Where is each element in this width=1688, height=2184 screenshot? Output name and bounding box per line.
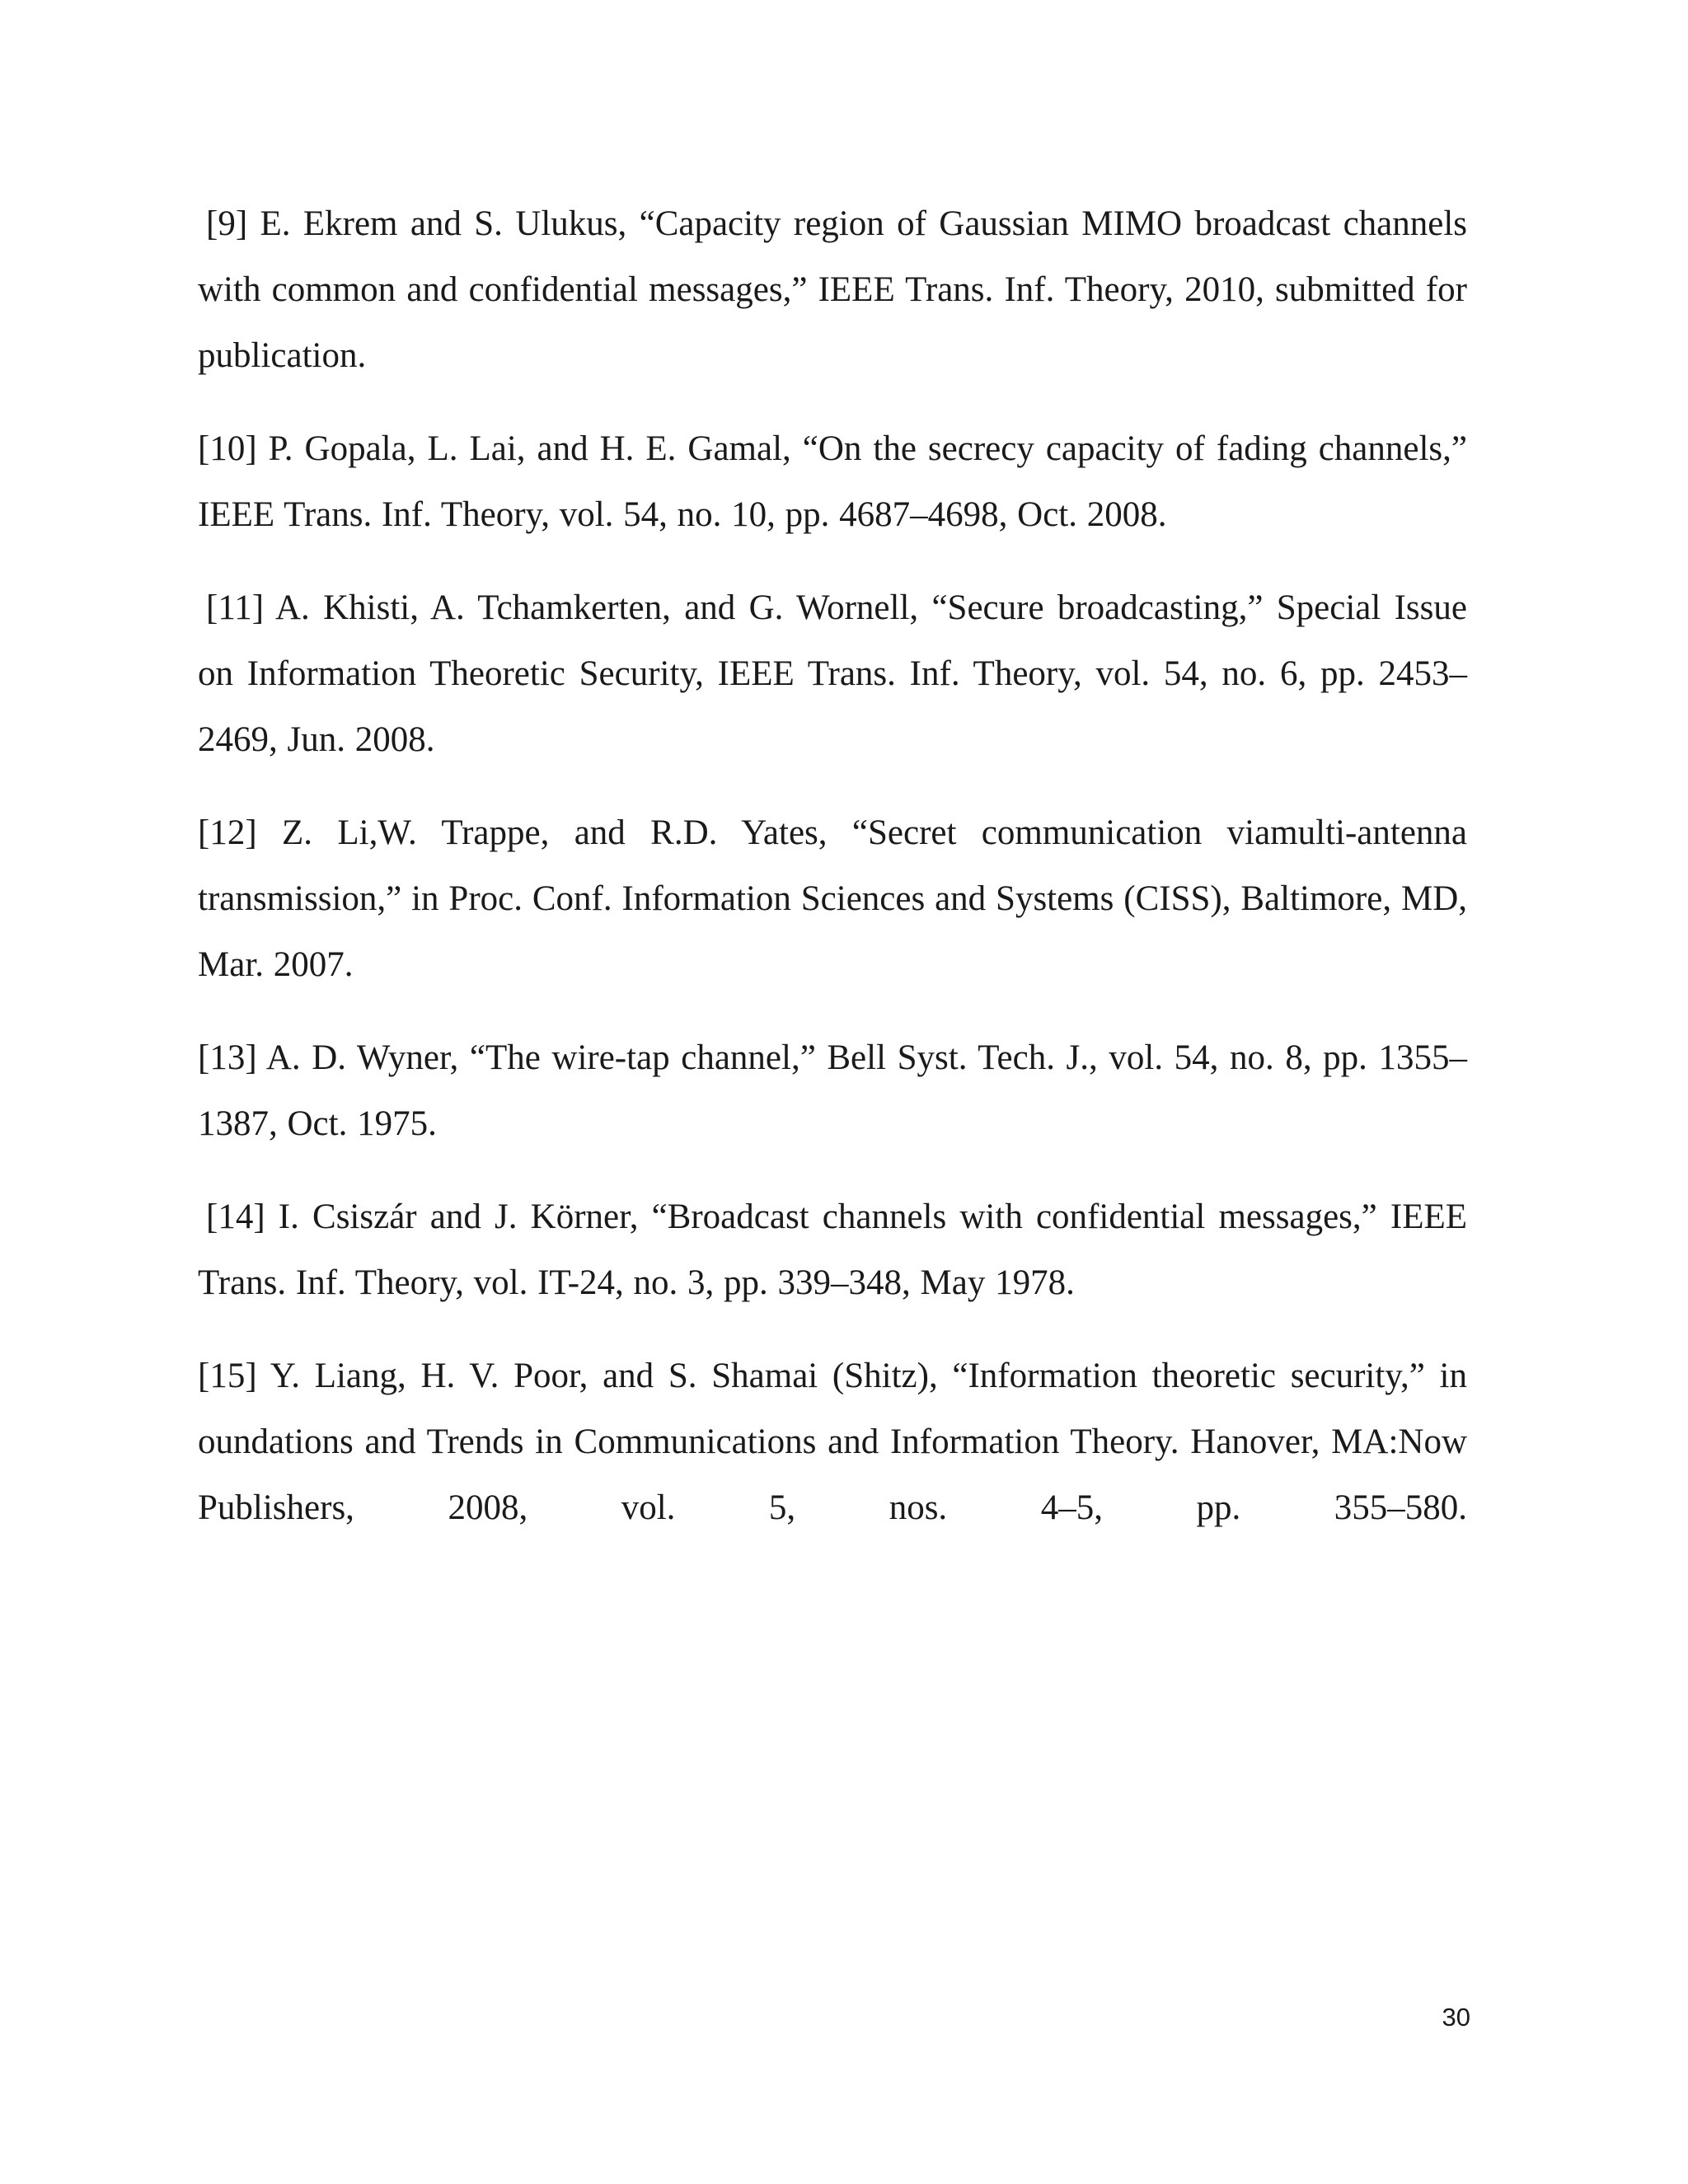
reference-item-15: [15] Y. Liang, H. V. Poor, and S. Shamai (Shitz), “Information theoretic security,” in oundations and Trends in Communications and Information Theory. Hanover, MA:Now Publishers, 2008, vol. 5, nos. 4–5, pp. 355–580. — [198, 1357, 1467, 1527]
reference-item-12: [12] Z. Li,W. Trappe, and R.D. Yates, “Secret communication viamulti-antenna transmission,” in Proc. Conf. Information Sciences and Systems (CISS), Baltimore, MD, Mar. 2007. — [198, 813, 1467, 984]
reference-list — [198, 191, 1467, 1568]
reference-item-11: [11] A. Khisti, A. Tchamkerten, and G. Wornell, “Secure broadcasting,” Special Issue on Information Theoretic Security, IEEE Trans. Inf. Theory, vol. 54, no. 6, pp. 2453–2469, Jun. 2008. — [198, 588, 1467, 759]
reference-item-9: [9] E. Ekrem and S. Ulukus, “Capacity region of Gaussian MIMO broadcast channels with common and confidential messages,” IEEE Trans. Inf. Theory, 2010, submitted for publication. — [198, 204, 1467, 375]
reference-item-13: [13] A. D. Wyner, “The wire-tap channel,” Bell Syst. Tech. J., vol. 54, no. 8, pp. 1355–1387, Oct. 1975. — [198, 1038, 1467, 1143]
reference-item-14: [14] I. Csiszár and J. Körner, “Broadcast channels with confidential messages,” IEEE Trans. Inf. Theory, vol. IT-24, no. 3, pp. 339–348, May 1978. — [198, 1197, 1467, 1302]
page-number: 30 — [1442, 2003, 1470, 2032]
reference-item-10: [10] P. Gopala, L. Lai, and H. E. Gamal, “On the secrecy capacity of fading channels,” IEEE Trans. Inf. Theory, vol. 54, no. 10, pp. 4687–4698, Oct. 2008. — [198, 429, 1467, 534]
